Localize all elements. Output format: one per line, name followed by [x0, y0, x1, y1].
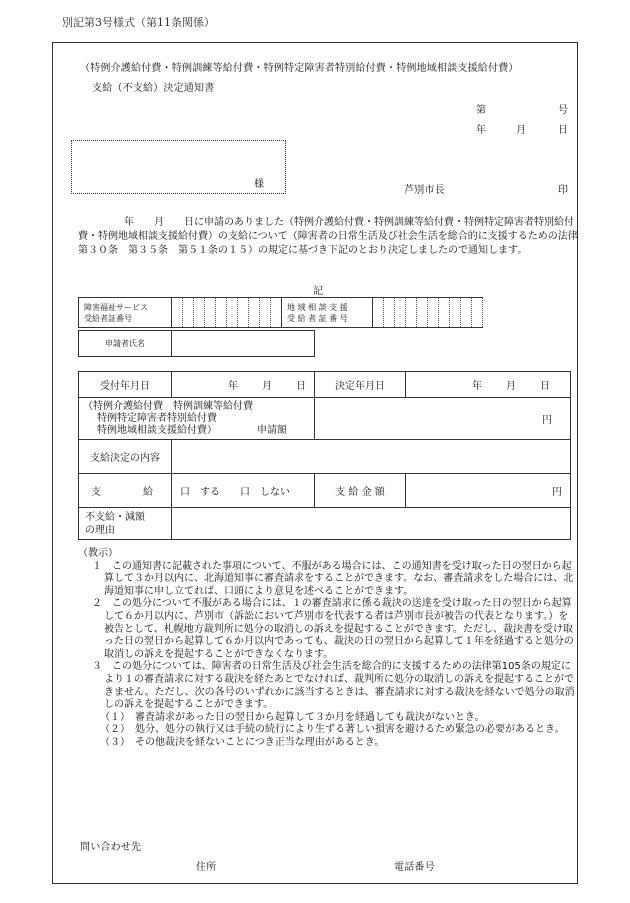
applicant-name-label: 申請者氏名 [79, 331, 172, 357]
issue-month: 月 [516, 125, 527, 136]
decision-table [78, 371, 571, 540]
instructions-title: （教示） [78, 548, 118, 559]
decision-date-label: 決定年月日 [315, 372, 406, 398]
benefit-types: （特例介護給付費・特例訓練等給付費・特例特定障害者特別給付費・特例地域相談支援給付費） [80, 63, 519, 74]
decision-content-label: 支給決定の内容 [79, 440, 172, 474]
instruction-3-3: （３） その他裁決を経ないことにつき正当な理由があるとき。 [100, 736, 385, 748]
ki-mark: 記 [313, 286, 324, 297]
cert-digit[interactable] [238, 298, 249, 328]
instruction-3: ３ この処分については、障害者の日常生活及び社会生活を総合的に支援するための法律第105条の規定により１の審査請求に対する裁決を経たあとでなければ、裁判所に処分の取消しの訴えを提起することができません。ただし、次の各号のいずれかに該当するときは、審査請求に対する裁決を経ないで処分の取消しの訴えを提起することができます。 [92, 661, 575, 711]
phone-label: 電話番号 [394, 862, 435, 873]
form-number-label: 別記第3号様式（第11条関係） [62, 16, 215, 29]
address-label: 住所 [196, 862, 217, 873]
cert-digit[interactable] [205, 298, 216, 328]
applied-amount-label: （特例介護給付費 特例訓練等給付費 特例特定障害者特別給付費 特例地域相談支援給付費） 申請額 [79, 398, 315, 440]
contact-label: 問い合わせ先 [80, 842, 142, 853]
cert-digit[interactable] [172, 298, 183, 328]
received-date-field[interactable]: 年 月 日 [172, 372, 315, 398]
nonpay-reason-field[interactable] [172, 508, 571, 540]
seal-mark: 印 [558, 185, 569, 196]
consult-digit[interactable] [384, 298, 395, 328]
instruction-2: ２ この処分について不服がある場合には、１の審査請求に係る裁決の送達を受け取った日の翌日から起算して６か月以内に、芦別市（訴訟において芦別市を代表する者は芦別市長が被告の代表となります。）を被告として、札幌地方裁判所に処分の取消しの訴えを提起することができます。ただし、裁決書を受け取った日の翌日から起算して６か月以内であっても、裁決の日の翌日から起算して１年を経過すると処分の取消しの訴えを提起することができなくなります。 [92, 598, 574, 660]
consult-number-label: 地 域 相 談 支 援 受 給 者 証 番 号 [282, 298, 373, 328]
cert-digit[interactable] [271, 298, 282, 328]
notice-title: 支給（不支給）決定通知書 [92, 83, 215, 94]
cert-digit[interactable] [194, 298, 205, 328]
nonpay-reason-label: 不支給・減額 の理由 [79, 508, 172, 540]
issue-year: 年 [476, 125, 487, 136]
consult-digit[interactable] [417, 298, 428, 328]
instruction-3-2: （２） 処分、処分の執行又は手続の続行により生ずる著しい損害を避けるため緊急の必要があるとき。 [100, 724, 565, 736]
number-suffix: 号 [558, 105, 569, 116]
consult-digit[interactable] [428, 298, 439, 328]
consult-digit[interactable] [439, 298, 450, 328]
pay-amount-label: 支 給 金 額 [315, 474, 406, 508]
pay-label: 支 給 [79, 474, 172, 508]
notice-paragraph: 年 月 日に申請のありました（特例介護給付費・特例訓練等給付費・特例特定障害者特別給付費・特例地域相談支援給付費）の支給について（障害者の日常生活及び社会生活を総合的に支援するための法律第３０条 第３５条 第５１条の１５）の規定に基づき下記のとおり決定しましたので通知します。 [78, 217, 578, 256]
pay-amount-field[interactable]: 円 [406, 474, 571, 508]
certificate-table [78, 297, 483, 328]
number-prefix: 第 [476, 105, 487, 116]
consult-digit[interactable] [406, 298, 417, 328]
decision-date-field[interactable]: 年 月 日 [406, 372, 571, 398]
cert-digit[interactable] [216, 298, 227, 328]
applied-amount-field[interactable]: 円 [315, 398, 571, 440]
decision-content-field[interactable] [172, 440, 571, 474]
checkbox-dont[interactable]: 口 しない [240, 487, 290, 498]
issue-day: 日 [558, 125, 569, 136]
cert-digit[interactable] [227, 298, 238, 328]
applicant-name-field[interactable] [172, 331, 315, 357]
received-date-label: 受付年月日 [79, 372, 172, 398]
cert-digit[interactable] [183, 298, 194, 328]
applicant-table [78, 330, 315, 357]
instructions [78, 548, 578, 750]
cert-digit[interactable] [249, 298, 260, 328]
pay-choice[interactable] [172, 474, 315, 508]
recipient-sama: 様 [254, 179, 265, 190]
instruction-3-1: （１） 審査請求があった日の翌日から起算して３か月を経過しても裁決がないとき。 [100, 711, 485, 723]
cert-number-label: 障害福祉サービス 受給者証番号 [79, 298, 172, 328]
consult-digit[interactable] [472, 298, 483, 328]
mayor-title: 芦別市長 [404, 185, 445, 196]
consult-digit[interactable] [395, 298, 406, 328]
consult-digit[interactable] [461, 298, 472, 328]
instruction-1: １ この通知書に記載された事項について、不服がある場合には、この通知書を受け取った日の翌日から起算して３か月以内に、北海道知事に審査請求をすることができます。なお、審査請求をした場合には、北海道知事に申し立てれば、口頭により意見を述べることができます。 [92, 560, 574, 597]
consult-digit[interactable] [450, 298, 461, 328]
consult-digit[interactable] [373, 298, 384, 328]
checkbox-do[interactable]: 口 する [180, 487, 220, 498]
cert-digit[interactable] [260, 298, 271, 328]
